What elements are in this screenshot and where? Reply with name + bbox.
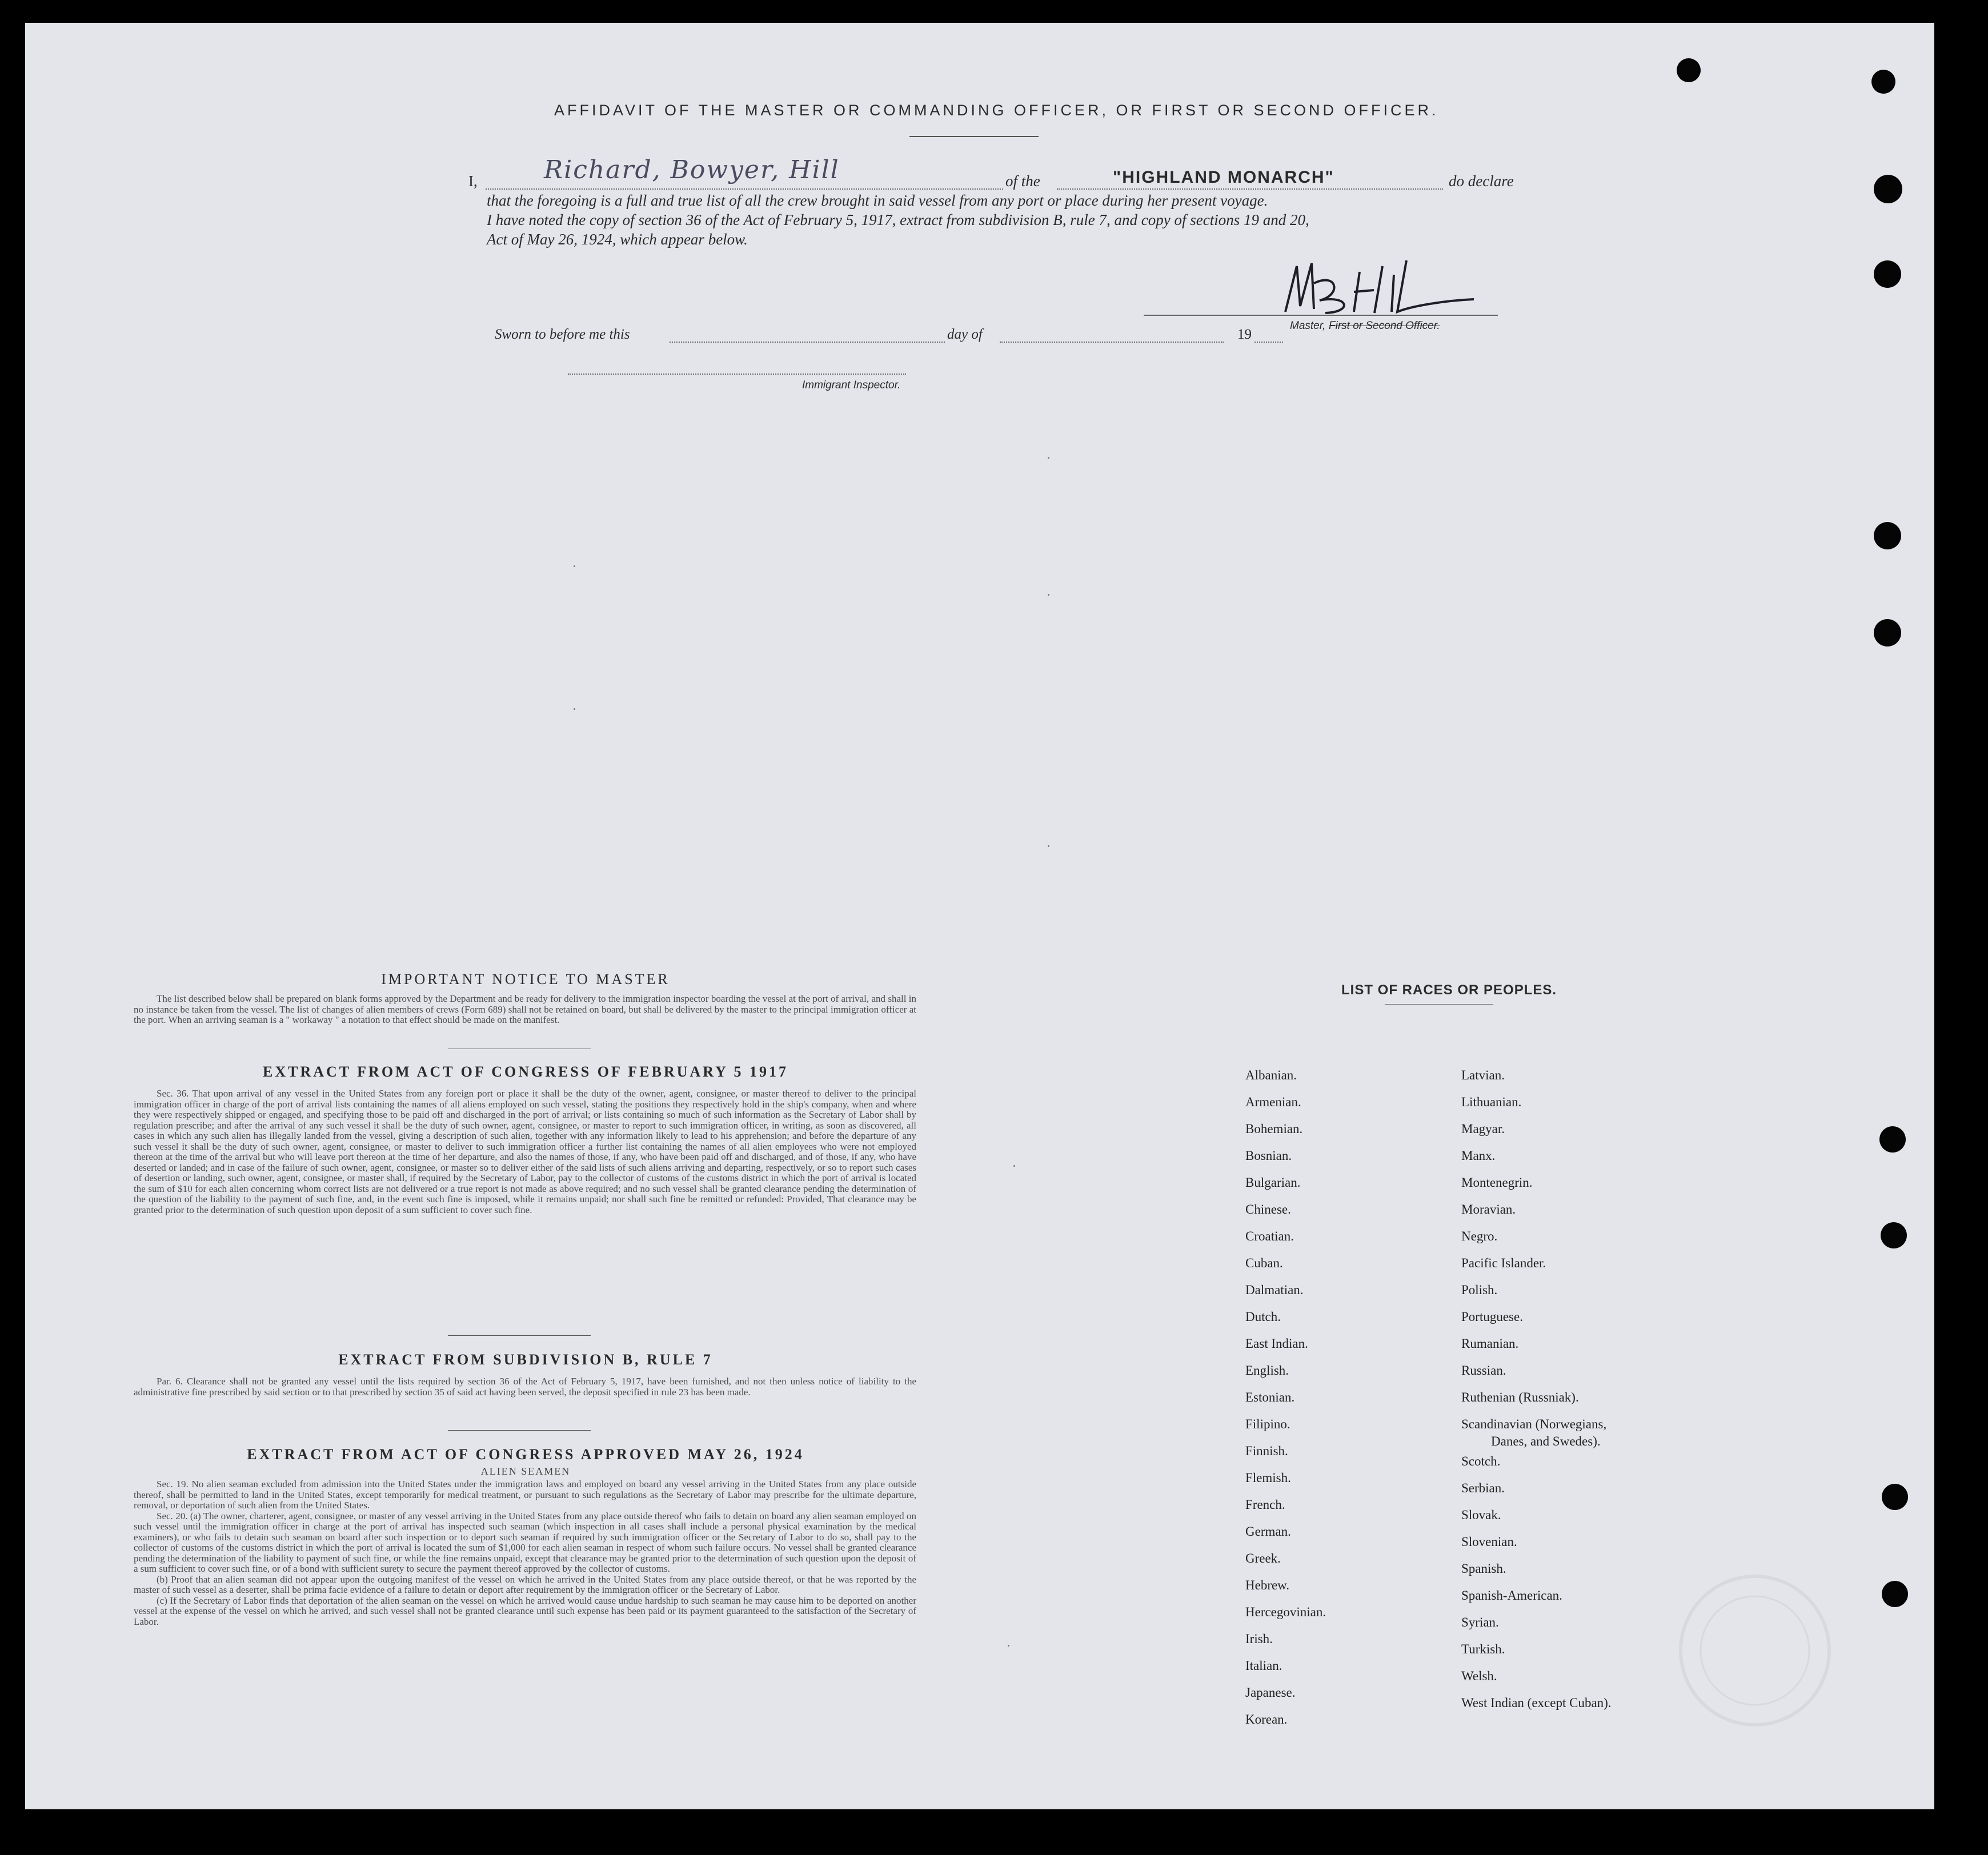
race-item: Russian. — [1461, 1363, 1506, 1378]
race-item: Pacific Islander. — [1461, 1256, 1546, 1270]
race-item: Spanish. — [1461, 1561, 1506, 1576]
race-item: Dalmatian. — [1245, 1283, 1304, 1297]
race-item: Rumanian. — [1461, 1336, 1519, 1351]
race-item: Spanish-American. — [1461, 1588, 1562, 1603]
master-signature — [1274, 249, 1480, 323]
speck — [1048, 457, 1049, 459]
speck — [1013, 1165, 1015, 1167]
race-item: Bosnian. — [1245, 1149, 1292, 1163]
sec19-paragraph: Sec. 19. No alien seaman excluded from admission into the United States under the immigration laws and employed on board any vessel arriving in the United States from any place outside thereof, shall be permitted to land in the United States, except temporarily for medical treatment, or pursuant to such regulations as the Secretary of Labor may prescribe for the ultimate departure, removal, or deportation of such alien from the United States. — [134, 1479, 916, 1511]
sworn-day-line — [670, 342, 945, 343]
declaration-line-3: Act of May 26, 1924, which appear below. — [487, 231, 748, 248]
race-item: Filipino. — [1245, 1417, 1290, 1431]
race-item: Montenegrin. — [1461, 1175, 1533, 1190]
year-prefix: 19 — [1237, 327, 1252, 342]
race-item: Slovak. — [1461, 1508, 1501, 1522]
race-item: Polish. — [1461, 1283, 1498, 1297]
of-the-label: of the — [1005, 172, 1040, 190]
speck — [1008, 1645, 1009, 1647]
sec20a-paragraph: Sec. 20. (a) The owner, charterer, agent, consignee, or master of any vessel arriving in the United States from any place outside thereof who fails to detain on board any alien seaman employed on such vessel until the immigration officer in charge at the port of arrival has inspected such seaman (which inspection in all cases shall include a personal physical examination by the medical examiners), or who fails to detain such seaman on board after such inspection or to deport such seaman if required by such immigration officer or the Secretary of Labor to do so, shall pay to the collector of customs of the customs district in which the port of arrival is located the sum of $1,000 for each alien seaman in respect of whom such failure occurs. No vessel shall be granted clearance pending the determination of the liability to payment of such fine, or while the fine remains unpaid, except that clearance may be granted prior to the determination of such question upon the deposit of a sum sufficient to cover such fine, or of a bond with sufficient surety to secure the payment thereof approved by the collector of customs. — [134, 1510, 916, 1574]
punch-hole — [1881, 1222, 1907, 1248]
extract-1917-body — [134, 1089, 916, 1215]
extract-rule7-title: EXTRACT FROM SUBDIVISION B, RULE 7 — [338, 1351, 713, 1368]
affidavit-i-label: I, — [468, 172, 478, 190]
title-underline — [909, 136, 1039, 137]
race-item: Lithuanian. — [1461, 1095, 1522, 1109]
extract-1917-title: EXTRACT FROM ACT OF CONGRESS OF FEBRUARY 5 1917 — [263, 1063, 788, 1080]
race-item: Negro. — [1461, 1229, 1498, 1243]
sworn-label: Sworn to before me this — [495, 327, 630, 342]
race-item: Scandinavian (Norwegians, — [1461, 1417, 1607, 1431]
race-item: Magyar. — [1461, 1122, 1505, 1136]
sec36-paragraph: Sec. 36. That upon arrival of any vessel in the United States from any foreign port or place it shall be the duty of the owner, agent, consignee, or master thereof to deliver to the principal immigration officer in charge of the port of arrival lists containing the names of all aliens employed on such vessel, stating the positions they respectively hold in the ship's company, when and where they were respectively shipped or engaged, and specifying those to be paid off and discharged in the port of arrival; or lists containing so much of such information as the Secretary of Labor shall by regulation prescribe; and after the arrival of any such vessel it shall be the duty of such owner, agent, consignee, or master to report to such immigration officer, in writing, as soon as discovered, all cases in which any such alien has illegally landed from the vessel, giving a description of such alien, together with any information likely to lead to his apprehension; and before the departure of any such vessel it shall be the duty of such owner, agent, consignee, or master to deliver to such immigration officer a further list containing the names of all alien employees who were not employed thereon at the time of the arrival but who will leave port thereon at the time of her departure, and also the names of those, if any, who have been paid off and discharged, and of those, if any, who have deserted or landed; and in case of the failure of such owner, agent, consignee, or master so to deliver either of the said lists of such aliens arriving and departing, respectively, or so to report such cases of desertion or landing, such owner, agent, consignee, or master shall, if required by the Secretary of Labor, pay to the collector of customs of the customs district in which the port of arrival is located the sum of $10 for each alien concerning whom correct lists are not delivered or a true report is not made as above required; and no such vessel shall be granted clearance pending the determination of the question of the liability to the payment of such fine, and, in the event such fine is imposed, while it remains unpaid; nor shall such fine be remitted or refunded: Provided, That clearance may be granted prior to the determination of such question upon deposit of a sum sufficient to cover such fine. — [134, 1088, 916, 1215]
speck — [1048, 594, 1049, 596]
race-item: Cuban. — [1245, 1256, 1283, 1270]
punch-hole — [1677, 58, 1701, 82]
declaration-line-1: that the foregoing is a full and true list of all the crew brought in said vessel from any port or place during her present voyage. — [487, 192, 1268, 209]
year-line — [1254, 342, 1283, 343]
race-item: Irish. — [1245, 1632, 1273, 1646]
speck — [574, 708, 575, 710]
punch-hole — [1874, 619, 1901, 647]
race-item: West Indian (except Cuban). — [1461, 1696, 1612, 1710]
race-item: Bohemian. — [1245, 1122, 1303, 1136]
race-item: Serbian. — [1461, 1481, 1505, 1495]
notice-title: IMPORTANT NOTICE TO MASTER — [381, 971, 670, 987]
race-item: Croatian. — [1245, 1229, 1294, 1243]
inspector-label: Immigrant Inspector. — [802, 379, 901, 391]
extract-1924-body — [134, 1479, 916, 1627]
sec20c-paragraph: (c) If the Secretary of Labor finds that deportation of the alien seaman on the vessel on which he arrived would cause undue hardship to such seaman he may cause him to be deported on another vessel at the expense of the vessel on which he arrived, and such vessel shall not be granted clearance until such expense has been paid or its payment guaranteed to the satisfaction of the Secretary of Labor. — [134, 1595, 916, 1627]
race-item: Latvian. — [1461, 1068, 1505, 1082]
race-item: Welsh. — [1461, 1669, 1497, 1683]
signature-line — [1144, 315, 1498, 316]
extract-1924-title: EXTRACT FROM ACT OF CONGRESS APPROVED MAY 26, 1924 — [247, 1446, 804, 1463]
race-item: Italian. — [1245, 1659, 1282, 1673]
seal-watermark — [1669, 1565, 1841, 1736]
races-title: LIST OF RACES OR PEOPLES. — [1341, 982, 1557, 998]
alien-seamen-subtitle: ALIEN SEAMEN — [480, 1465, 571, 1477]
vessel-line — [1057, 188, 1443, 190]
race-item: Greek. — [1245, 1551, 1281, 1565]
signer-title-struck: First or Second Officer. — [1329, 320, 1440, 332]
notice-paragraph: The list described below shall be prepared on blank forms approved by the Department and be ready for delivery to the immigration inspector boarding the vessel at the port of arrival, and shall in no instance be taken from the vessel. The list of changes of alien members of crews (Form 689) shall not be retained on board, but shall be delivered by the master to the principal immigration officer at the port. When an arriving seaman is a " workaway " a notation to that effect should be made on the manifest. — [134, 993, 916, 1025]
race-item: Bulgarian. — [1245, 1175, 1301, 1190]
punch-hole — [1874, 522, 1901, 549]
divider — [448, 1430, 591, 1431]
race-item: Albanian. — [1245, 1068, 1297, 1082]
race-item: Hercegovinian. — [1245, 1605, 1326, 1619]
race-item: German. — [1245, 1524, 1291, 1539]
signer-title-master: Master, — [1290, 320, 1326, 332]
race-item: Armenian. — [1245, 1095, 1301, 1109]
inspector-line — [568, 374, 906, 375]
declaration-line-2: I have noted the copy of section 36 of the Act of February 5, 1917, extract from subdivision B, rule 7, and copy of sections 19 and 20, — [487, 211, 1309, 228]
race-item: Chinese. — [1245, 1202, 1291, 1216]
punch-hole — [1871, 70, 1895, 94]
punch-hole — [1879, 1126, 1906, 1153]
race-item: English. — [1245, 1363, 1289, 1378]
race-item: Ruthenian (Russniak). — [1461, 1390, 1579, 1404]
sworn-month-line — [1000, 342, 1224, 343]
race-item: Scotch. — [1461, 1454, 1501, 1468]
name-line — [486, 188, 1003, 190]
race-item: Estonian. — [1245, 1390, 1295, 1404]
race-item: Manx. — [1461, 1149, 1496, 1163]
race-item: Slovenian. — [1461, 1535, 1517, 1549]
document-page — [25, 23, 1934, 1809]
race-item: East Indian. — [1245, 1336, 1308, 1351]
race-item: Korean. — [1245, 1712, 1288, 1726]
signature-text: RBHill — [1274, 249, 1276, 250]
punch-hole — [1882, 1484, 1908, 1510]
day-of-label: day of — [947, 327, 983, 342]
speck — [574, 565, 575, 567]
notice-body — [134, 994, 916, 1026]
race-item: Flemish. — [1245, 1471, 1291, 1485]
race-item: Syrian. — [1461, 1615, 1499, 1629]
extract-rule7-body — [134, 1376, 916, 1398]
race-item: Hebrew. — [1245, 1578, 1290, 1592]
punch-hole — [1874, 175, 1902, 203]
affidavit-title: AFFIDAVIT OF THE MASTER OR COMMANDING OFFICER, OR FIRST OR SECOND OFFICER. — [554, 102, 1439, 119]
race-item: French. — [1245, 1497, 1285, 1512]
race-item: Japanese. — [1245, 1685, 1296, 1700]
race-item: Turkish. — [1461, 1642, 1505, 1656]
races-title-underline — [1385, 1004, 1493, 1005]
speck — [1048, 845, 1049, 847]
do-declare-label: do declare — [1449, 172, 1514, 190]
race-item: Portuguese. — [1461, 1310, 1523, 1324]
sec20b-paragraph: (b) Proof that an alien seaman did not appear upon the outgoing manifest of the vessel on which he arrived in the United States from any place outside thereof, or that he was reported by the master of such vessel as a deserter, shall be prima facie evidence of a failure to detain or deport after requirement by the immigration officer or the Secretary of Labor. — [134, 1573, 916, 1595]
race-item: Dutch. — [1245, 1310, 1281, 1324]
master-name-handwritten: Richard, Bowyer, Hill — [544, 155, 840, 184]
race-item: Moravian. — [1461, 1202, 1516, 1216]
race-item: Danes, and Swedes). — [1491, 1434, 1601, 1448]
vessel-name: "HIGHLAND MONARCH" — [1113, 168, 1334, 187]
punch-hole — [1874, 260, 1901, 288]
race-item: Finnish. — [1245, 1444, 1288, 1458]
divider — [448, 1335, 591, 1336]
par6-paragraph: Par. 6. Clearance shall not be granted any vessel until the lists required by section 36 of the Act of February 5, 1917, have been furnished, and not then unless notice of liability to the administrative fine prescribed by said section or to that prescribed by section 35 of said act having been served, the deposit specified in rule 23 has been made. — [134, 1376, 916, 1398]
punch-hole — [1882, 1581, 1908, 1607]
